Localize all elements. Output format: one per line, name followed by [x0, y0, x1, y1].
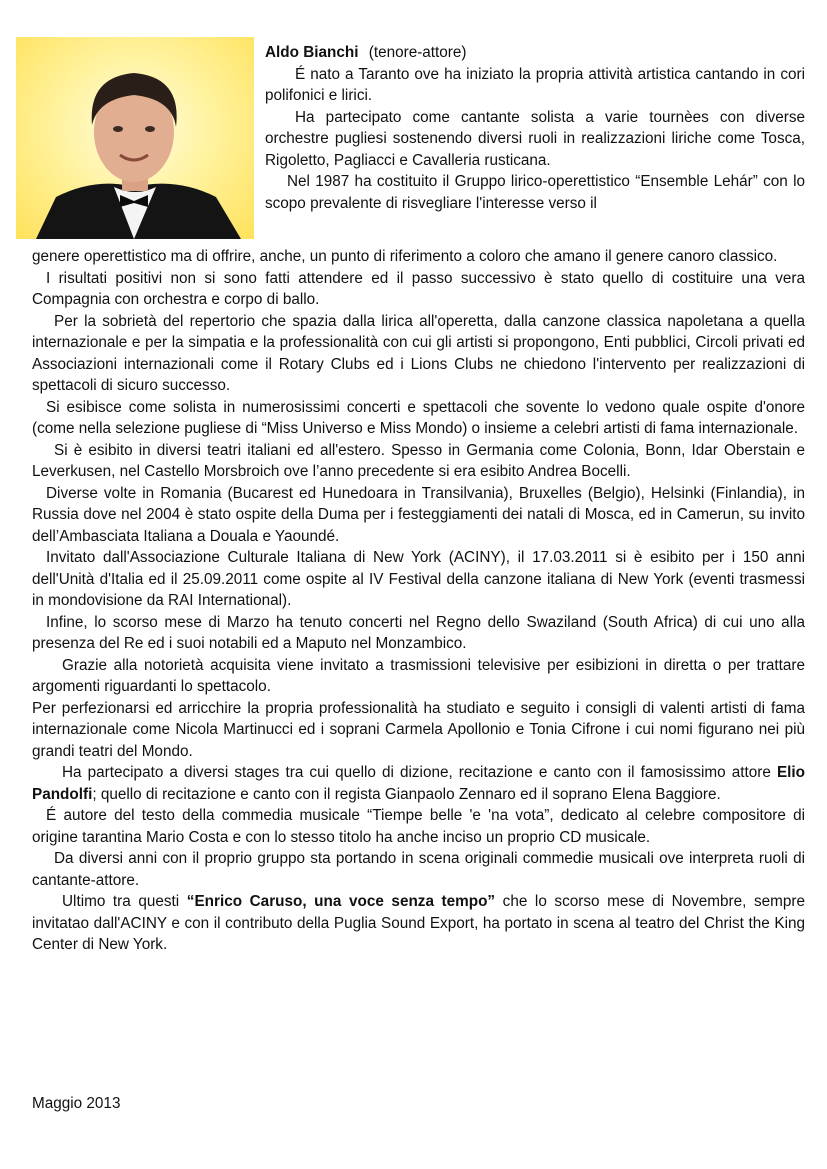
- text-run: Ultimo tra questi: [62, 893, 187, 910]
- paragraph: Invitato dall'Associazione Culturale Italiana di New York (ACINY), il 17.03.2011 si è esibito per i 150 anni dell'Unità d'Italia ed il 25.09.2011 come ospite al IV Festival della canzone italiana di New York (eventi trasmessi in mondovisione da RAI International).: [32, 549, 805, 609]
- highlighted-title: “Enrico Caruso, una voce senza tempo”: [186, 893, 496, 910]
- portrait-photo: [16, 37, 254, 239]
- paragraph: Per perfezionarsi ed arricchire la propria professionalità ha studiato e seguito i consigli di valenti artisti di fama internazionale come Nicola Martinucci ed i soprani Carmela Apollonio e Tonia Cifrone i cui nomi figurano nei più grandi teatri del Mondo.: [32, 699, 805, 760]
- paragraph: I risultati positivi non si sono fatti attendere ed il passo successivo è stato quello di costituire una vera Compagnia con orchestra e corpo di ballo.: [32, 269, 805, 308]
- paragraph: Ha partecipato come cantante solista a varie tournèes con diverse orchestre pugliesi sostenendo diversi ruoli in realizzazioni liriche come Tosca, Rigoletto, Pagliacci e Cavalleria rusticana.: [265, 108, 805, 169]
- paragraph: Infine, lo scorso mese di Marzo ha tenuto concerti nel Regno dello Swaziland (South Africa) di cui uno alla presenza del Re ed i suoi notabili ed a Maputo nel Monzambico.: [32, 613, 805, 652]
- text-run: Ha partecipato a diversi stages tra cui quello di dizione, recitazione e canto con il famosissimo attore: [62, 764, 777, 781]
- paragraph: É nato a Taranto ove ha iniziato la propria attività artistica cantando in cori polifonici e lirici.: [265, 65, 805, 104]
- singer-name: Aldo Bianchi: [265, 44, 359, 61]
- paragraph: É autore del testo della commedia musicale “Tiempe belle 'e 'na vota”, dedicato al celebre compositore di origine tarantina Mario Costa e con lo stesso titolo ha anche inciso un proprio CD musicale.: [32, 807, 805, 846]
- portrait-figure: [16, 37, 254, 239]
- singer-role: (tenore-attore): [368, 44, 467, 61]
- text-run: ; quello di recitazione e canto con il regista Gianpaolo Zennaro ed il soprano Elena Baggiore.: [92, 785, 721, 803]
- intro-block: [265, 42, 805, 214]
- biography-body: [32, 246, 805, 956]
- paragraph-caruso: [32, 891, 805, 956]
- paragraph: Da diversi anni con il proprio gruppo sta portando in scena originali commedie musicali ove interpreta ruoli di cantante-attore.: [32, 850, 805, 889]
- paragraph: Diverse volte in Romania (Bucarest ed Hunedoara in Transilvania), Bruxelles (Belgio), Helsinki (Finlandia), in Russia dove nel 2004 è stato ospite della Duma per i festeggiamenti dei natali di Mosca, ed in Camerun, su invito dell’Ambasciata Italiana a Douala e Yaoundé.: [32, 484, 805, 545]
- text-run: che lo scorso mese di Novembre, sempre invitatao dall'ACINY e con il contributo della Puglia Sound Export, ha portato in scena al teatro del Christ the King Center di New York.: [32, 893, 805, 953]
- paragraph-stages: [32, 762, 805, 805]
- paragraph: Grazie alla notorietà acquisita viene invitato a trasmissioni televisive per esibizioni in diretta o per trattare argomenti riguardanti lo spettacolo.: [32, 656, 805, 695]
- paragraph: Si è esibito in diversi teatri italiani ed all'estero. Spesso in Germania come Colonia, Bonn, Idar Oberstain e Leverkusen, nel Castello Morsbroich ove l’anno precedente si era esibito Andrea Bocelli.: [32, 441, 805, 480]
- document-date: Maggio 2013: [32, 1095, 121, 1112]
- highlighted-name: Elio Pandolfi: [32, 764, 805, 803]
- paragraph: Per la sobrietà del repertorio che spazia dalla lirica all'operetta, dalla canzone classica napoletana a quella internazionale e per la simpatia e la professionalità con cui gli artisti si propongono, Enti pubblici, Circoli privati ed Associazioni internazionali come il Rotary Clubs ed i Lions Clubs ne chiedono l'intervento per realizzazioni di spettacoli di sicuro successo.: [32, 312, 805, 394]
- paragraph: Nel 1987 ha costituito il Gruppo lirico-operettistico “Ensemble Lehár” con lo scopo prevalente di risvegliare l'interesse verso il: [265, 173, 805, 212]
- paragraph: genere operettistico ma di offrire, anche, un punto di riferimento a coloro che amano il genere canoro classico.: [32, 248, 778, 265]
- paragraph: Si esibisce come solista in numerosissimi concerti e spettacoli che sovente lo vedono quale ospite d'onore (come nella selezione pugliese di “Miss Universo e Miss Mondo) o insieme a celebri artisti di fama internazionale.: [32, 398, 805, 437]
